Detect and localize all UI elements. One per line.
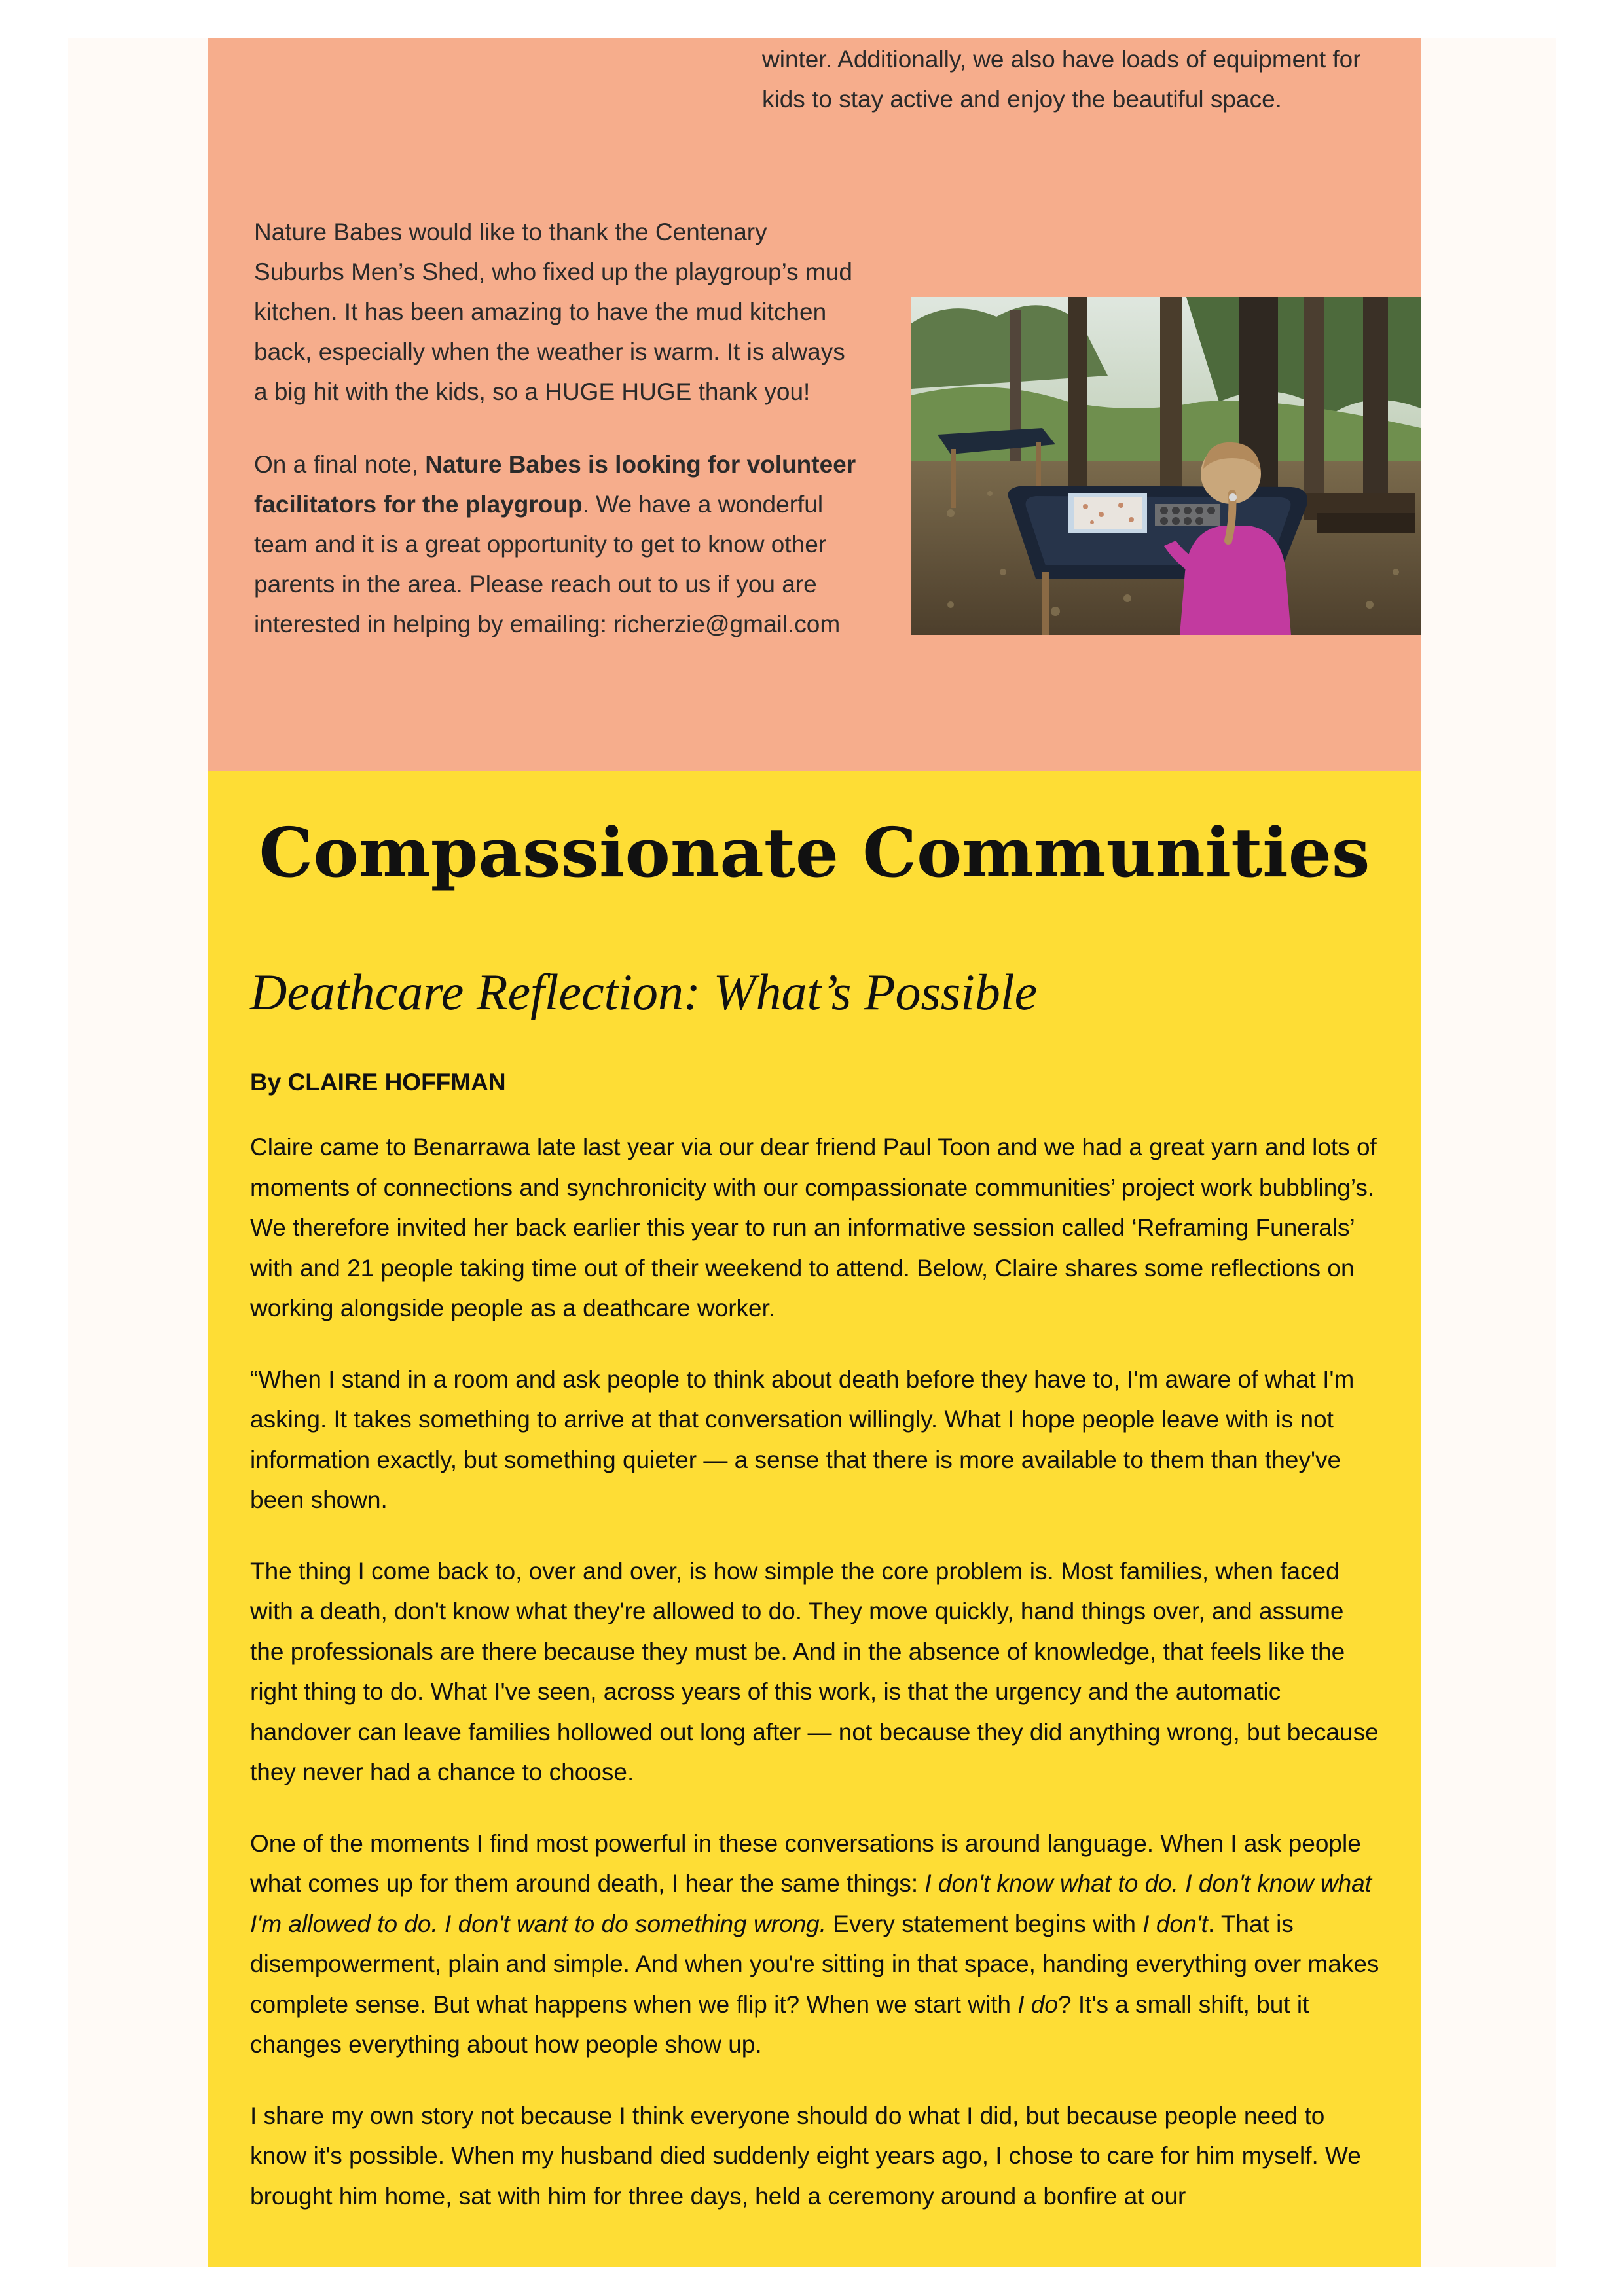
- nature-babes-winter-paragraph: [762, 39, 1404, 119]
- article-paragraph-core-problem: The thing I come back to, over and over, is how simple the core problem is. Most families, when faced with a death, don't know what they're allowed to do. They move quickly, hand things over, and assume the professionals are there because they must be. And in the absence of knowledge, that feels like the right thing to do. What I've seen, across years of this work, is that the urgency and the automatic handover can leave families hollowed out long after — not because they did anything wrong, but because they never had a chance to choose.: [250, 1557, 1379, 1785]
- language-i-dont-italic: I don't: [1142, 1910, 1208, 1937]
- language-text-a: One of the moments I find most powerful in these conversations is around language. When I ask people what comes up for them around death, I hear the same things:: [250, 1829, 1361, 1897]
- language-text-g: ? It's a small shift, but it changes everything about how people show up.: [250, 1990, 1309, 2058]
- article-body: [250, 1127, 1383, 2247]
- nature-babes-section: [208, 38, 1421, 771]
- compassionate-communities-section: [208, 771, 1421, 2267]
- article-paragraph-intro: Claire came to Benarrawa late last year via our dear friend Paul Toon and we had a great yarn and lots of moments of connections and synchronicity with our compassionate communities’ project work bubbling’s. We therefore invited her back earlier this year to run an informative session called ‘Reframing Funerals’ with and 21 people taking time out of their weekend to attend. Below, Claire shares some reflections on working alongside people as a deathcare worker.: [250, 1134, 1377, 1321]
- page-content-column: [208, 38, 1421, 2267]
- volunteer-request-paragraph: [254, 444, 863, 644]
- winter-paragraph-text: winter. Additionally, we also have loads of equipment for kids to stay active and enjoy the beautiful space.: [762, 46, 1361, 113]
- article-paragraph-quote-open: “When I stand in a room and ask people to think about death before they have to, I'm aware of what I'm asking. It takes something to arrive at that conversation willingly. What I hope people leave with is not information exactly, but something quieter — a sense that there is more available to them than they've been shown.: [250, 1365, 1355, 1513]
- child-at-mud-kitchen-photo: [911, 297, 1421, 635]
- volunteer-rest-text: . We have a wonderful team and it is a great opportunity to get to know other parents in the area. Please reach out to us if you are interested in helping by emailing: richerzie@gmail.com: [254, 491, 841, 637]
- article-paragraph-language: [250, 1823, 1383, 2065]
- article-paragraph-own-story: I share my own story not because I think everyone should do what I did, but because people need to know it's possible. When my husband died suddenly eight years ago, I chose to care for him myself. We brought him home, sat with him for three days, held a ceremony around a bonfire at our: [250, 2102, 1361, 2210]
- language-i-do-italic: I do: [1017, 1990, 1058, 2018]
- article-title: Deathcare Reflection: What’s Possible: [250, 963, 1038, 1020]
- language-quote-italic: I don't know what to do. I don't know what I'm allowed to do. I don't want to do something wrong.: [250, 1870, 1372, 1937]
- article-byline: By CLAIRE HOFFMAN: [250, 1069, 506, 1096]
- mens-shed-thanks-paragraph: Nature Babes would like to thank the Centenary Suburbs Men’s Shed, who fixed up the playgroup’s mud kitchen. It has been amazing to have the mud kitchen back, especially when the weather is warm. It is always a big hit with the kids, so a HUGE HUGE thank you!: [254, 219, 852, 405]
- language-text-c: Every statement begins with: [826, 1910, 1143, 1937]
- language-text-e: . That is disempowerment, plain and simple. And when you're sitting in that space, handing everything over makes complete sense. But what happens when we flip it? When we start with: [250, 1910, 1379, 2018]
- nature-babes-left-column: [254, 212, 863, 644]
- volunteer-lead-text: On a final note,: [254, 451, 426, 478]
- volunteer-highlight-text: Nature Babes is looking for volunteer facilitators for the playgroup: [254, 451, 856, 518]
- section-title: Compassionate Communities: [259, 812, 1370, 893]
